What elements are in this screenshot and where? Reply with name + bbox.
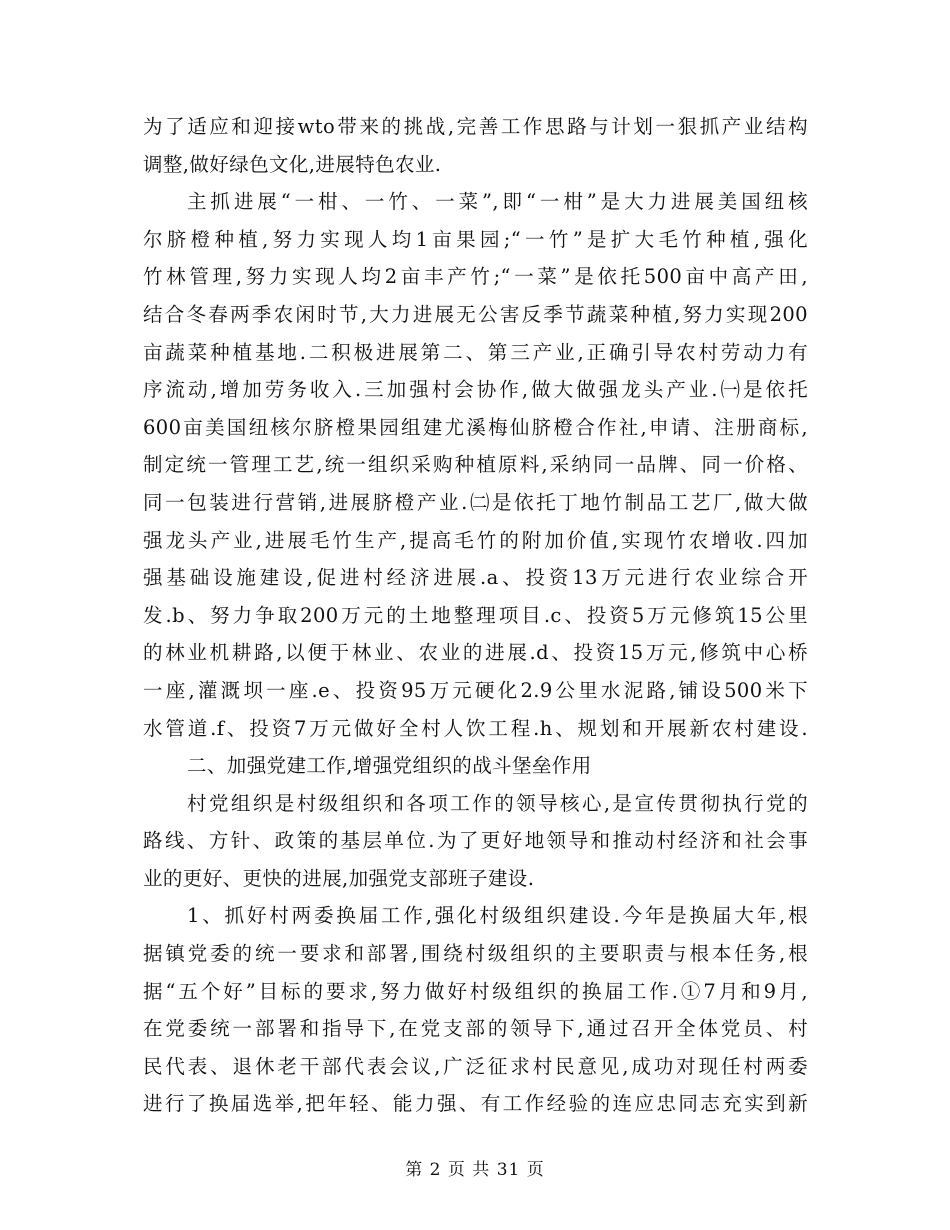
text-line: 在党委统一部署和指导下,在党支部的领导下,通过召开全体党员、村 <box>143 1017 808 1041</box>
text-line: 发.b、努力争取200万元的土地整理项目.c、投资5万元修筑15公里 <box>143 603 808 627</box>
text-line: 结合冬春两季农闲时节,大力进展无公害反季节蔬菜种植,努力实现200 <box>143 302 808 326</box>
text-line: 据“五个好”目标的要求,努力做好村级组织的换届工作.①7月和9月, <box>143 979 808 1003</box>
text-line: 路线、方针、政策的基层单位.为了更好地领导和推动村经济和社会事 <box>143 829 808 853</box>
text-line: 的林业机耕路,以便于林业、农业的进展.d、投资15万元,修筑中心桥 <box>143 641 808 665</box>
text-line: 竹林管理,努力实现人均2亩丰产竹;“一菜”是依托500亩中高产田, <box>143 265 808 289</box>
text-line: 水管道.f、投资7万元做好全村人饮工程.h、规划和开展新农村建设. <box>143 716 808 740</box>
text-line: 亩蔬菜种植基地.二积极进展第二、第三产业,正确引导农村劳动力有 <box>143 340 808 364</box>
text-line: 强基础设施建设,促进村经济进展.a、投资13万元进行农业综合开 <box>143 566 808 590</box>
text-line: 尔脐橙种植,努力实现人均1亩果园;“一竹”是扩大毛竹种植,强化 <box>143 227 808 251</box>
text-line: 强龙头产业,进展毛竹生产,提高毛竹的附加价值,实现竹农增收.四加 <box>143 528 808 552</box>
text-line: 村党组织是村级组织和各项工作的领导核心,是宣传贯彻执行党的 <box>187 791 808 815</box>
text-line: 二、加强党建工作,增强党组织的战斗堡垒作用 <box>187 754 592 778</box>
text-line: 同一包装进行营销,进展脐橙产业.㈡是依托丁地竹制品工艺厂,做大做 <box>143 490 808 514</box>
text-line: 序流动,增加劳务收入.三加强村会协作,做大做强龙头产业.㈠是依托 <box>143 378 808 402</box>
text-line: 业的更好、更快的进展,加强党支部班子建设. <box>143 866 535 890</box>
text-line: 一座,灌溉坝一座.e、投资95万元硬化2.9公里水泥路,铺设500米下 <box>143 678 808 702</box>
text-line: 进行了换届选举,把年轻、能力强、有工作经验的连应忠同志充实到新 <box>143 1092 808 1116</box>
page-number-footer: 第 2 页 共 31 页 <box>405 1160 545 1180</box>
text-line: 据镇党委的统一要求和部署,围绕村级组织的主要职责与根本任务,根 <box>143 942 808 966</box>
text-line: 民代表、退休老干部代表会议,广泛征求村民意见,成功对现任村两委 <box>143 1054 808 1078</box>
text-line: 调整,做好绿色文化,进展特色农业. <box>143 152 442 176</box>
text-line: 为了适应和迎接wto带来的挑战,完善工作思路与计划一狠抓产业结构 <box>143 115 808 138</box>
text-line: 600亩美国纽核尔脐橙果园组建尤溪梅仙脐橙合作社,申请、注册商标, <box>143 415 808 439</box>
document-body <box>143 108 808 1123</box>
text-line: 主抓进展“一柑、一竹、一菜”,即“一柑”是大力进展美国纽核 <box>187 190 808 214</box>
text-line: 制定统一管理工艺,统一组织采购种植原料,采纳同一品牌、同一价格、 <box>143 453 808 477</box>
text-line: 1、抓好村两委换届工作,强化村级组织建设.今年是换届大年,根 <box>187 904 808 928</box>
